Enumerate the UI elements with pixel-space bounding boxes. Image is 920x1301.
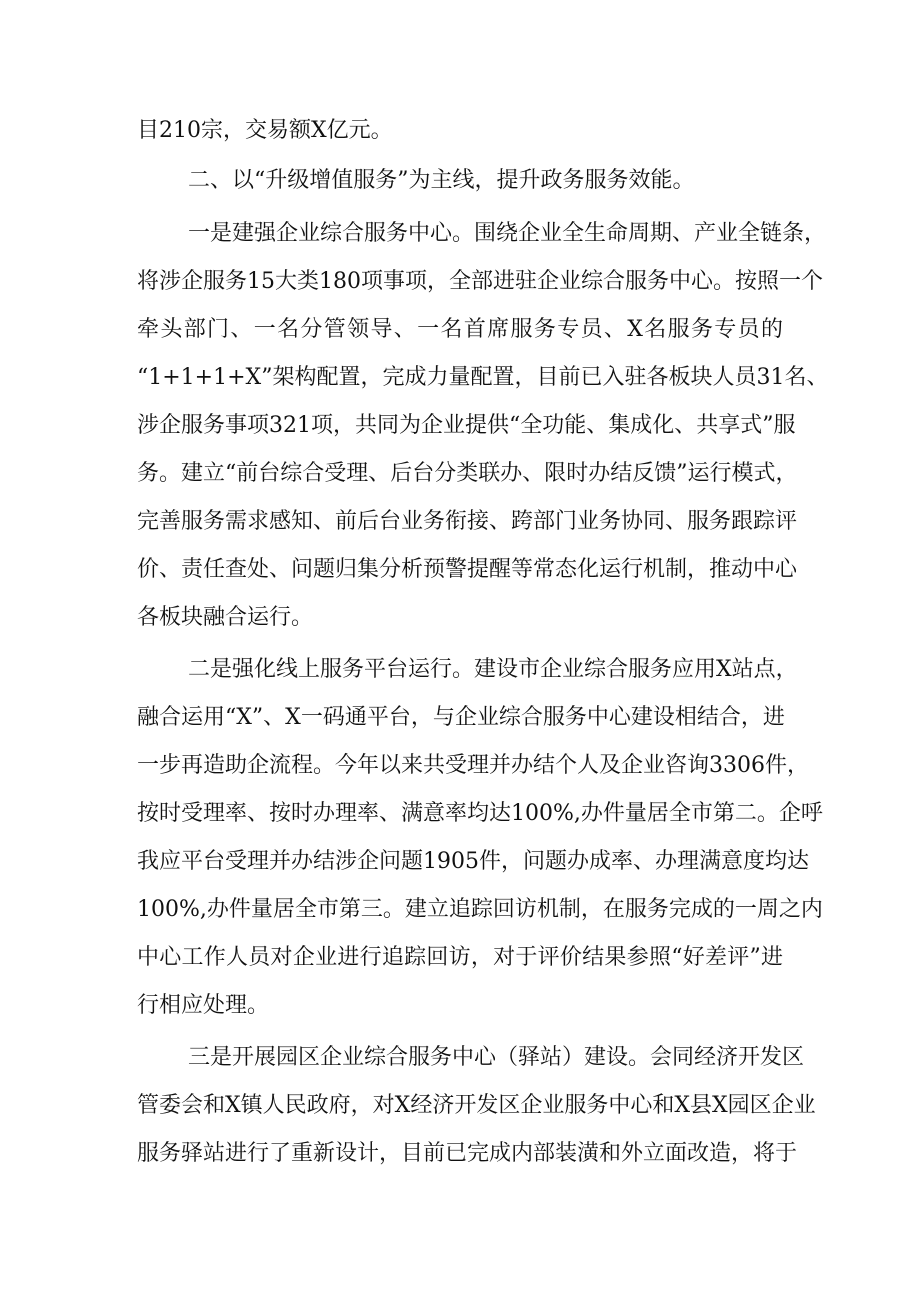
paragraph-1-line: 务。建立“前台综合受理、后台分类联办、限时办结反馈”运行模式，: [137, 461, 798, 486]
paragraph-1-line: 价、责任查处、问题归集分析预警提醒等常态化运行机制，推动中心: [137, 557, 798, 582]
paragraph-2-line: 中心工作人员对企业进行追踪回访，对于评价结果参照“好差评”进: [137, 945, 783, 970]
paragraph-1-line: 将涉企服务15大类180项事项，全部进驻企业综合服务中心。按照一个: [137, 269, 823, 294]
paragraph-3-line: 三是开展园区企业综合服务中心（驿站）建设。会同经济开发区: [188, 1045, 805, 1070]
paragraph-2-line: 按时受理率、按时办理率、满意率均达100%,办件量居全市第二。企呼: [137, 801, 823, 826]
paragraph-2-line: 100%,办件量居全市第三。建立追踪回访机制，在服务完成的一周之内: [137, 897, 823, 922]
paragraph-1-line: 完善服务需求感知、前后台业务衔接、跨部门业务协同、服务跟踪评: [137, 509, 798, 534]
paragraph-1-line: 一是建强企业综合服务中心。围绕企业全生命周期、产业全链条，: [188, 221, 827, 246]
paragraph-1-line: 牵头部门、一名分管领导、一名首席服务专员、X名服务专员的: [137, 317, 783, 342]
paragraph-3-line: 管委会和X镇人民政府，对X经济开发区企业服务中心和X县X园区企业: [137, 1093, 816, 1118]
paragraph-2-line: 行相应处理。: [137, 993, 270, 1018]
paragraph-1-line: 涉企服务事项321项，共同为企业提供“全功能、集成化、共享式”服: [137, 413, 796, 438]
paragraph-1-line: “1+1+1+X”架构配置，完成力量配置，目前已入驻各板块人员31名、: [137, 365, 829, 390]
paragraph-2-line: 融合运用“X”、X一码通平台，与企业综合服务中心建设相结合，进: [137, 705, 785, 730]
paragraph-2-line: 二是强化线上服务平台运行。建设市企业综合服务应用X站点，: [188, 657, 798, 682]
paragraph-2-line: 一步再造助企流程。今年以来共受理并办结个人及企业咨询3306件，: [137, 753, 809, 778]
text-line: 目210宗，交易额X亿元。: [137, 118, 393, 143]
paragraph-3-line: 服务驿站进行了重新设计，目前已完成内部装潢和外立面改造，将于: [137, 1141, 798, 1166]
section-heading: 二、以“升级增值服务”为主线，提升政务服务效能。: [188, 168, 695, 193]
paragraph-1-line: 各板块融合运行。: [137, 605, 314, 630]
paragraph-2-line: 我应平台受理并办结涉企问题1905件，问题办成率、办理满意度均达: [137, 849, 809, 874]
